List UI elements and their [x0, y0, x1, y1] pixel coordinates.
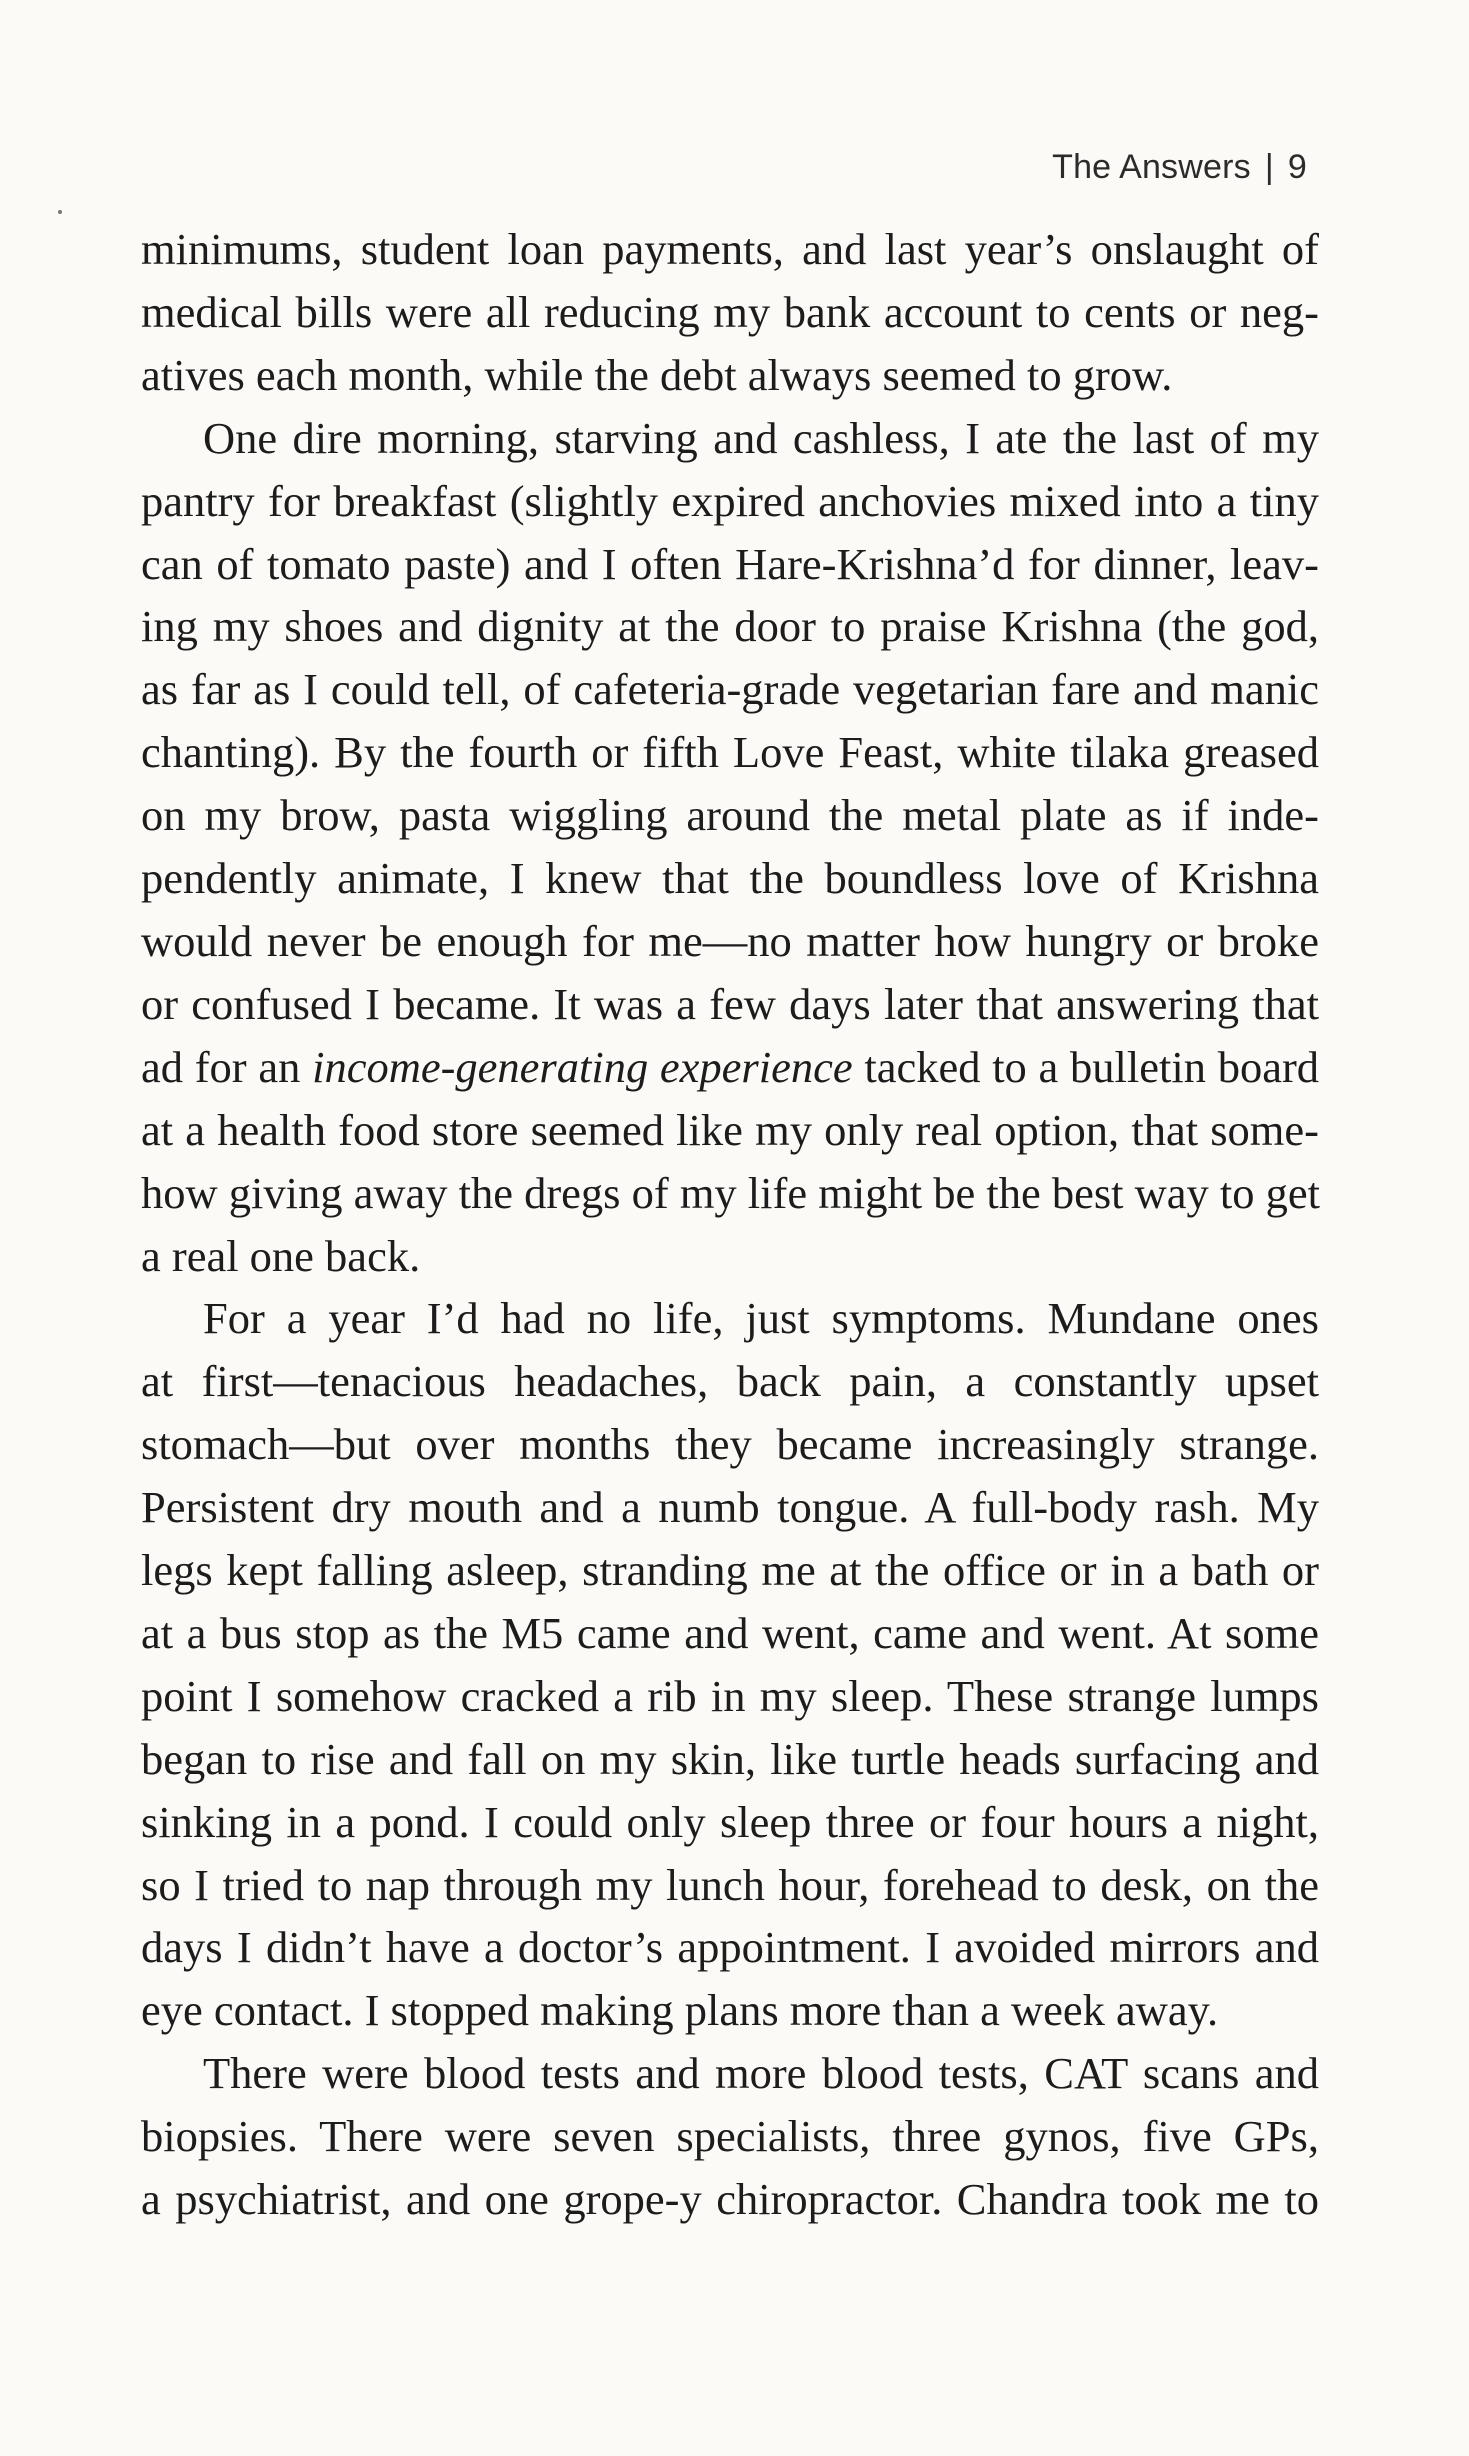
text-line: eye contact. I stopped making plans more than a week away.	[141, 1985, 1219, 2036]
text-line: would never be enough for me—no matter how hungry or broke	[141, 915, 1319, 966]
text-line: ing my shoes and dignity at the door to praise Krishna (the god,	[141, 601, 1319, 652]
text-line: at a bus stop as the M5 came and went, came and went. At some	[141, 1607, 1319, 1658]
text-line-with-italic	[141, 1036, 1319, 1099]
text-line: chanting). By the fourth or fifth Love Feast, white tilaka greased	[141, 727, 1319, 778]
text-line: For a year I’d had no life, just symptoms. Mundane ones	[203, 1293, 1319, 1344]
text-line: can of tomato paste) and I often Hare-Krishna’d for dinner, leav-	[141, 538, 1319, 589]
paragraph-1	[141, 218, 1319, 407]
text-line: at first—tenacious headaches, back pain, a constantly upset	[141, 1356, 1319, 1407]
text-line: biopsies. There were seven specialists, three gynos, five GPs,	[141, 2111, 1319, 2162]
text-line: There were blood tests and more blood tests, CAT scans and	[203, 2048, 1319, 2099]
text-run: ad for an	[141, 1041, 313, 1092]
body-text	[141, 218, 1319, 2231]
text-line: sinking in a pond. I could only sleep three or four hours a night,	[141, 1796, 1319, 1847]
text-line: pantry for breakfast (slightly expired anchovies mixed into a tiny	[141, 475, 1319, 526]
italic-phrase: income-generating experience	[312, 1041, 853, 1092]
text-line: One dire morning, starving and cashless, I ate the last of my	[203, 412, 1319, 463]
text-line: point I somehow cracked a rib in my sleep. These strange lumps	[141, 1670, 1319, 1721]
text-line: as far as I could tell, of cafeteria-grade vegetarian fare and manic	[141, 664, 1319, 715]
text-line: on my brow, pasta wiggling around the metal plate as if inde-	[141, 790, 1319, 841]
text-line: a real one back.	[141, 1230, 421, 1281]
scan-speck	[58, 210, 62, 214]
text-line: at a health food store seemed like my only real option, that some-	[141, 1104, 1319, 1155]
text-line: began to rise and fall on my skin, like turtle heads surfacing and	[141, 1733, 1319, 1784]
text-line: how giving away the dregs of my life might be the best way to get	[141, 1167, 1320, 1218]
text-line: minimums, student loan payments, and last year’s onslaught of	[141, 224, 1319, 274]
text-line: atives each month, while the debt always seemed to grow.	[141, 349, 1173, 400]
paragraph-3	[141, 1287, 1319, 2042]
text-line: legs kept falling asleep, stranding me at the office or in a bath or	[141, 1545, 1319, 1596]
text-run: tacked to a bulletin board	[852, 1041, 1320, 1092]
paragraph-2	[141, 407, 1319, 1288]
text-line: Persistent dry mouth and a numb tongue. A full-body rash. My	[141, 1482, 1319, 1533]
text-line: or confused I became. It was a few days later that answering that	[141, 978, 1319, 1029]
text-line: pendently animate, I knew that the boundless love of Krishna	[141, 853, 1319, 904]
text-line: days I didn’t have a doctor’s appointment. I avoided mirrors and	[141, 1922, 1319, 1973]
text-line: so I tried to nap through my lunch hour, forehead to desk, on the	[141, 1859, 1319, 1910]
chapter-title: The Answers	[1052, 148, 1251, 186]
text-line: medical bills were all reducing my bank account to cents or neg-	[141, 286, 1319, 337]
paragraph-4	[141, 2042, 1319, 2231]
page-number: 9	[1287, 148, 1307, 186]
text-line: stomach—but over months they became increasingly strange.	[141, 1419, 1319, 1470]
text-line: a psychiatrist, and one grope-y chiropractor. Chandra took me to	[141, 2174, 1319, 2225]
running-head	[1052, 148, 1307, 187]
header-separator: |	[1264, 148, 1274, 186]
